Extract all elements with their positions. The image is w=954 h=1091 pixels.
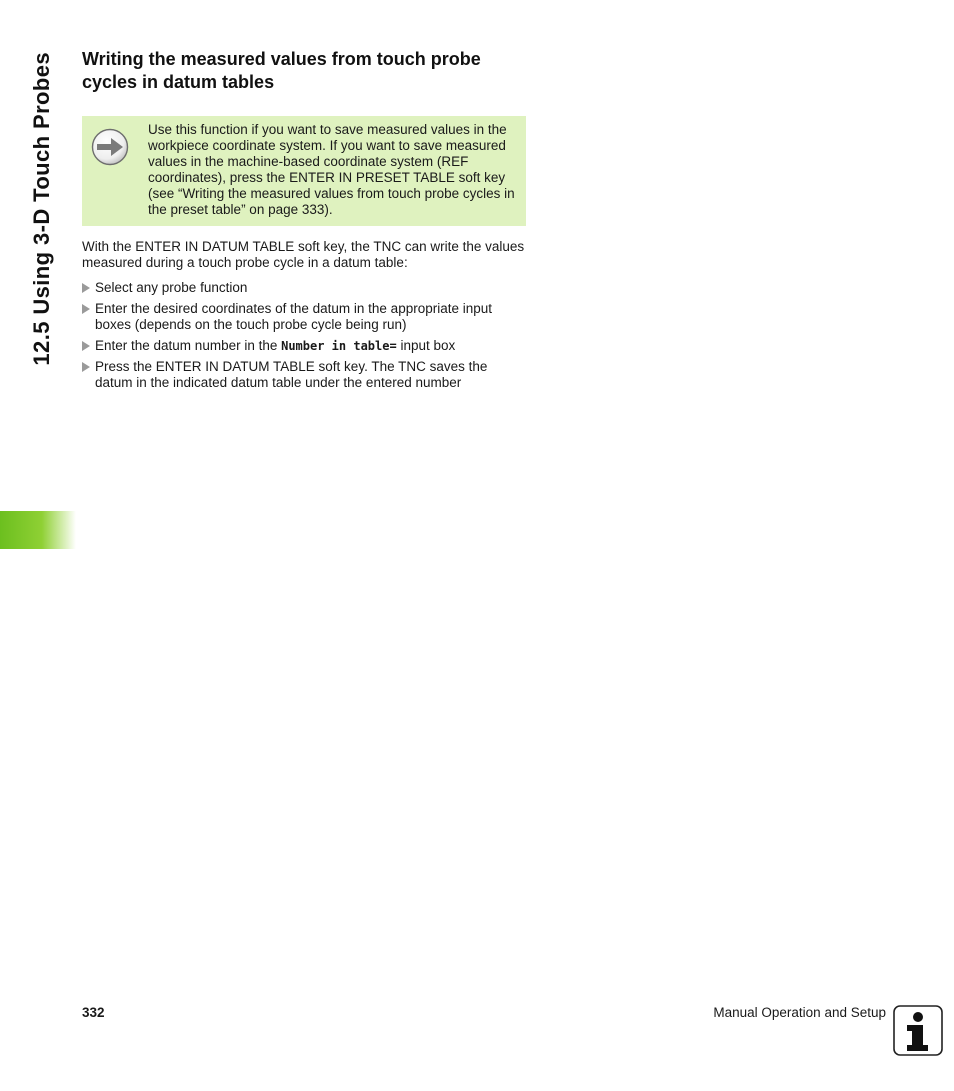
bullet-triangle-icon bbox=[82, 362, 90, 372]
list-item bbox=[82, 338, 526, 354]
footer-chapter-title: Manual Operation and Setup bbox=[713, 1005, 886, 1020]
input-box-name: Number in table= bbox=[281, 339, 397, 353]
step-text-before: Enter the datum number in the bbox=[95, 338, 282, 353]
bullet-triangle-icon bbox=[82, 283, 90, 293]
step-list bbox=[82, 280, 526, 396]
page-number: 332 bbox=[82, 1005, 105, 1020]
intro-paragraph: With the ENTER IN DATUM TABLE soft key, the TNC can write the values measured during a touch probe cycle in a datum table: bbox=[82, 239, 525, 270]
step-text: Press the ENTER IN DATUM TABLE soft key. The TNC saves the datum in the indicated datum table under the entered number bbox=[95, 359, 488, 390]
step-text: Select any probe function bbox=[95, 280, 248, 295]
bullet-triangle-icon bbox=[82, 341, 90, 351]
arrow-right-icon bbox=[91, 128, 129, 166]
chapter-tab-marker bbox=[0, 511, 76, 549]
bullet-triangle-icon bbox=[82, 304, 90, 314]
list-item bbox=[82, 359, 526, 391]
chapter-side-title bbox=[22, 52, 62, 402]
list-item bbox=[82, 280, 526, 296]
step-text: Enter the desired coordinates of the datum in the appropriate input boxes (depends on the touch probe cycle being run) bbox=[95, 301, 493, 332]
chapter-side-title-text: 12.5 Using 3-D Touch Probes bbox=[29, 52, 54, 366]
list-item bbox=[82, 301, 526, 333]
section-heading: Writing the measured values from touch probe cycles in datum tables bbox=[82, 49, 481, 92]
note-box bbox=[82, 116, 526, 226]
step-text-after: input box bbox=[396, 338, 456, 353]
note-text: Use this function if you want to save measured values in the workpiece coordinate system. If you want to save measured values in the machine-based coordinate system (REF coordinates), press the ENTER IN PRESET TABLE soft key (see “Writing the measured values from touch probe cycles in the preset table” on page 333). bbox=[148, 122, 515, 217]
info-icon bbox=[893, 1005, 943, 1056]
